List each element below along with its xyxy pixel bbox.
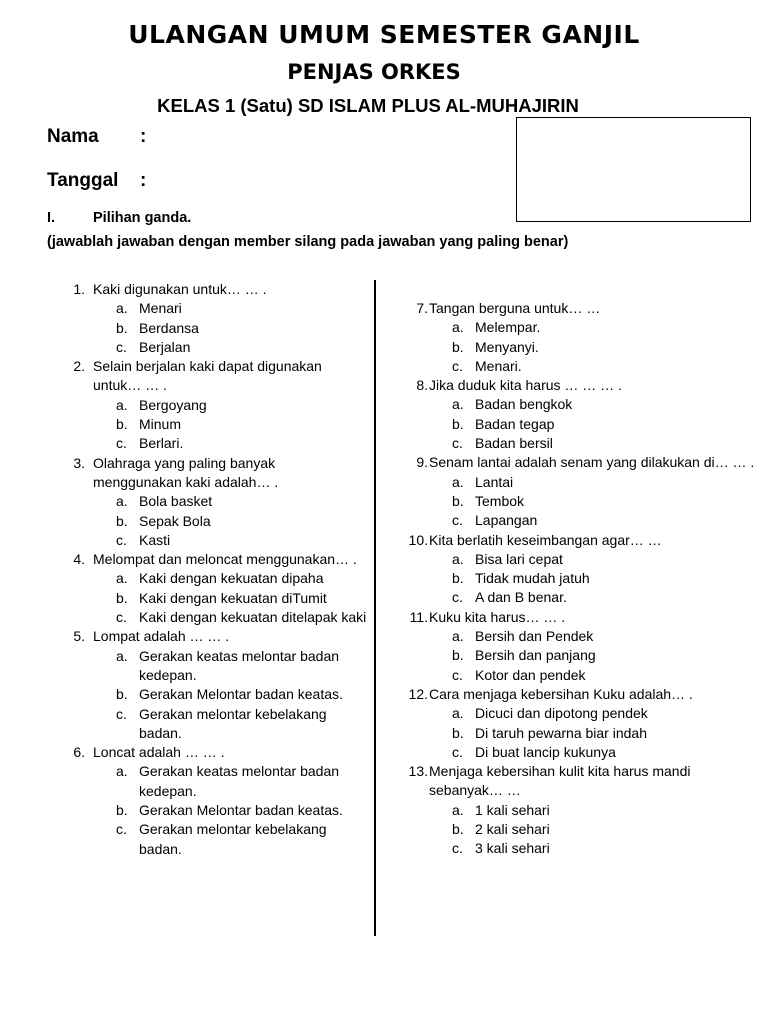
question-text: Jika duduk kita harus … … … . [429,377,622,394]
answer-option[interactable] [0,415,372,434]
option-text: Gerakan keatas melontar badan kedepan. [139,763,340,799]
option-text: Di taruh pewarna biar indah [475,724,647,741]
answer-option[interactable] [376,627,768,646]
answer-option[interactable] [0,705,372,744]
question-text: Melompat dan meloncat menggunakan… . [93,551,357,568]
answer-option[interactable] [0,647,372,686]
option-letter: c. [116,821,127,838]
option-text: Tidak mudah jatuh [475,570,590,587]
question-number: 9. [416,454,428,471]
section-number: I. [47,210,56,226]
option-text: 3 kali sehari [475,840,550,857]
question-text: Senam lantai adalah senam yang dilakukan di… … . [429,454,755,471]
question-number: 10. [408,531,428,548]
answer-option[interactable] [376,724,768,743]
option-letter: b. [452,570,464,587]
question-item [376,762,768,801]
questions-left-column [0,280,372,859]
question-number: 1. [73,281,85,297]
option-text: Kaki dengan kekuatan diTumit [139,589,327,606]
option-letter: b. [452,647,464,664]
option-text: Menari [139,300,182,317]
question-text: Olahraga yang paling banyak menggunakan kaki adalah… . [93,454,279,490]
option-letter: c. [452,743,463,760]
option-text: Badan bersil [475,435,553,452]
subject-title: PENJAS ORKES [287,60,461,84]
option-letter: a. [116,763,128,780]
option-text: Berdansa [139,319,199,336]
answer-option[interactable] [376,434,768,453]
date-label: Tanggal [47,170,119,191]
option-text: Menari. [475,357,522,374]
answer-option[interactable] [376,338,768,357]
question-number: 12. [408,685,428,702]
option-text: Melempar. [475,319,541,336]
answer-option[interactable] [0,685,372,704]
option-letter: b. [452,724,464,741]
answer-option[interactable] [0,531,372,550]
option-letter: c. [116,435,127,452]
answer-option[interactable] [376,820,768,839]
question-text: Lompat adalah … … . [93,628,230,645]
option-letter: c. [116,338,127,355]
answer-option[interactable] [0,299,372,318]
option-text: Berjalan [139,338,191,355]
answer-option[interactable] [376,492,768,511]
answer-option[interactable] [376,666,768,685]
option-letter: a. [452,550,464,567]
option-letter: c. [116,705,127,722]
answer-option[interactable] [376,704,768,723]
option-text: Kaki dengan kekuatan dipaha [139,570,324,587]
question-item [0,357,372,396]
option-letter: b. [116,416,128,433]
option-letter: c. [452,589,463,606]
answer-option[interactable] [0,396,372,415]
option-letter: a. [116,493,128,510]
question-item [0,743,372,762]
option-letter: b. [452,492,464,509]
question-number: 4. [73,551,85,568]
option-letter: c. [452,666,463,683]
name-label: Nama [47,126,99,147]
option-text: Di buat lancip kukunya [475,743,616,760]
option-letter: b. [116,512,128,529]
option-text: Berlari. [139,435,184,452]
option-letter: a. [452,801,464,818]
question-number: 5. [73,628,85,645]
answer-option[interactable] [376,569,768,588]
option-letter: b. [116,589,128,606]
answer-option[interactable] [376,357,768,376]
option-text: Bersih dan panjang [475,647,596,664]
option-letter: c. [452,840,463,857]
option-text: Minum [139,416,182,433]
score-box [516,117,751,222]
question-item [0,627,372,646]
option-text: Gerakan Melontar badan keatas. [139,802,343,819]
question-text: Selain berjalan kaki dapat digunakan untuk… … . [93,358,322,394]
option-text: Kaki dengan kekuatan ditelapak kaki [139,609,367,626]
answer-option[interactable] [0,319,372,338]
option-text: Lapangan [475,512,538,529]
question-text: Menjaga kebersihan kulit kita harus mandi sebanyak… … [429,763,691,799]
option-letter: b. [452,415,464,432]
answer-option[interactable] [0,512,372,531]
answer-option[interactable] [0,338,372,357]
option-text: 2 kali sehari [475,821,550,838]
question-text: Tangan berguna untuk… … [429,300,601,316]
option-text: A dan B benar. [475,589,567,606]
option-letter: a. [116,570,128,587]
answer-option[interactable] [376,550,768,569]
answer-option[interactable] [0,820,372,859]
option-text: Sepak Bola [139,512,211,529]
answer-option[interactable] [376,646,768,665]
option-letter: a. [452,705,464,722]
option-text: Dicuci dan dipotong pendek [475,705,648,722]
class-line: KELAS 1 (Satu) SD ISLAM PLUS AL-MUHAJIRIN [157,95,579,116]
option-text: Gerakan melontar kebelakang badan. [139,821,327,857]
option-text: Badan tegap [475,415,555,432]
answer-option[interactable] [0,589,372,608]
answer-option[interactable] [376,801,768,820]
answer-option[interactable] [376,395,768,414]
question-item [376,685,768,704]
option-letter: a. [452,628,464,645]
option-letter: b. [116,686,128,703]
question-item [376,453,768,472]
option-text: Lantai [475,473,514,490]
question-number: 3. [73,454,85,471]
option-text: Kasti [139,531,171,548]
name-field[interactable] [47,126,147,148]
answer-option[interactable] [376,588,768,607]
name-colon: : [140,126,147,147]
option-letter: c. [116,609,127,626]
question-text: Cara menjaga kebersihan Kuku adalah… . [429,685,693,702]
date-colon: : [140,170,147,191]
option-letter: c. [452,435,463,452]
answer-option[interactable] [0,569,372,588]
question-item [376,376,768,395]
answer-option[interactable] [0,762,372,801]
question-item [0,550,372,569]
answer-option[interactable] [0,608,372,627]
option-letter: a. [452,319,464,336]
option-text: Menyanyi. [475,338,539,355]
answer-option[interactable] [376,511,768,530]
question-number: 8. [416,377,428,394]
option-letter: b. [116,319,128,336]
option-letter: b. [452,338,464,355]
option-text: Badan bengkok [475,396,573,413]
section-instruction: (jawablah jawaban dengan member silang pada jawaban yang paling benar) [47,234,569,250]
option-text: Bersih dan Pendek [475,628,594,645]
question-number: 11. [409,608,428,625]
date-field[interactable] [47,170,147,192]
question-item [0,454,372,493]
option-letter: c. [452,357,463,374]
option-letter: a. [452,473,464,490]
option-letter: a. [452,396,464,413]
question-item [0,280,372,299]
option-letter: c. [452,512,463,529]
option-text: Bergoyang [139,396,207,413]
answer-option[interactable] [0,801,372,820]
question-number: 7. [416,300,428,316]
answer-option[interactable] [0,492,372,511]
option-letter: a. [116,300,128,317]
question-item [376,608,768,627]
option-text: Tembok [475,492,525,509]
question-text: Kuku kita harus… … . [429,608,566,625]
question-number: 2. [73,358,85,375]
question-text: Kaki digunakan untuk… … . [93,281,267,297]
option-letter: a. [116,396,128,413]
question-item [376,531,768,550]
question-text: Loncat adalah … … . [93,744,225,761]
answer-option[interactable] [376,743,768,762]
exam-title: ULANGAN UMUM SEMESTER GANJIL [128,20,640,49]
section-title: Pilihan ganda. [93,210,192,226]
option-letter: c. [116,531,127,548]
question-number: 13. [408,763,428,780]
option-text: Gerakan melontar kebelakang badan. [139,705,327,741]
option-letter: b. [116,802,128,819]
answer-option[interactable] [0,434,372,453]
option-text: 1 kali sehari [475,801,550,818]
question-number: 6. [73,744,85,761]
answer-option[interactable] [376,318,768,337]
answer-option[interactable] [376,415,768,434]
answer-option[interactable] [376,473,768,492]
option-text: Bisa lari cepat [475,550,563,567]
option-text: Kotor dan pendek [475,666,586,683]
questions-right-column [376,299,768,859]
option-text: Gerakan Melontar badan keatas. [139,686,343,703]
option-letter: b. [452,821,464,838]
question-text: Kita berlatih keseimbangan agar… … [429,531,662,548]
option-text: Gerakan keatas melontar badan kedepan. [139,647,340,683]
option-letter: a. [116,647,128,664]
option-text: Bola basket [139,493,213,510]
answer-option[interactable] [376,839,768,858]
question-item [376,299,768,318]
